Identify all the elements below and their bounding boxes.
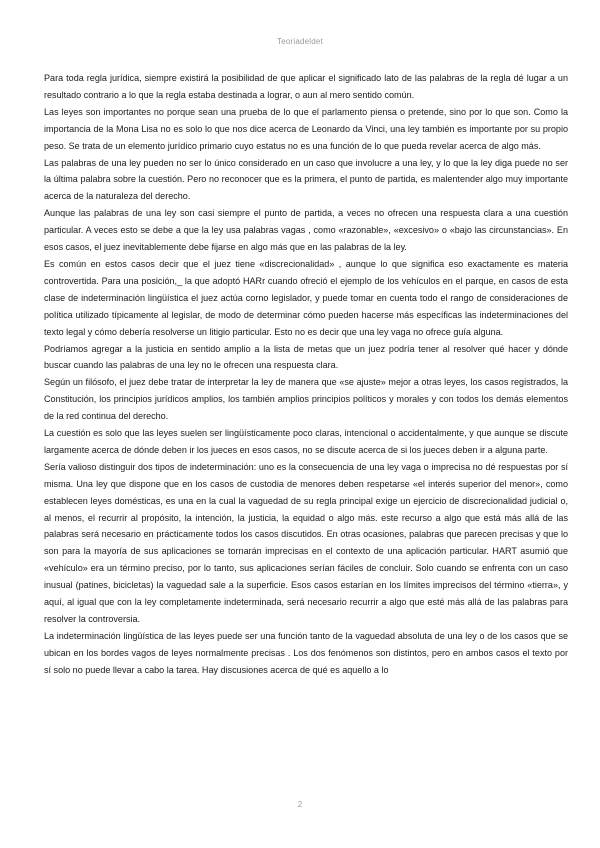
paragraph: La cuestión es solo que las leyes suelen ser lingüísticamente poco claras, intencional o accidentalmente, y que aunque se discute largamente acerca de dónde deben ir los jueces en esos casos, no se discute acerca de si los jueces deben ir a alguna parte. [44,428,568,455]
paragraph: Según un filósofo, el juez debe tratar de interpretar la ley de manera que «se ajuste» mejor a otras leyes, los casos registrados, la Constitución, los principios jurídicos amplios, los también amplios principios políticos y morales y con todos los demás elementos de la red continua del derecho. [44,377,568,422]
document-body [44,70,568,679]
paragraph: Para toda regla jurídica, siempre existirá la posibilidad de que aplicar el significado lato de las palabras de la regla dé lugar a un resultado contrario a lo que la regla estaba destinada a lograr, o aun al mero sentido común. [44,73,568,100]
paragraph: Las palabras de una ley pueden no ser lo único considerado en un caso que involucre a una ley, y lo que la ley diga puede no ser la última palabra sobre la cuestión. Pero no reconocer que es la primera, el punto de partida, es malentender algo muy importante acerca de la naturaleza del derecho. [44,157,568,202]
paragraph: Las leyes son importantes no porque sean una prueba de lo que el parlamento piensa o pretende, sino por lo que son. Como la importancia de la Mona Lisa no es solo lo que nos dice acerca de Leonardo da Vinci, una ley también es importante por su propio peso. Se trata de un elemento jurídico primario cuyo estatus no es una función de lo que pueda revelar acerca de algo más. [44,106,568,151]
page-number: 2 [297,800,303,809]
paragraph: Es común en estos casos decir que el juez tiene «discrecionalidad» , aunque lo que significa eso exactamente es materia controvertida. Para una posición,_ la que adoptó HARr cuando ofreció el ejemplo de los vehículos en el parque, en casos de esta clase de indeterminación lingüística el juez actúa corno legislador, y puede tomar en cuenta todo el rango de consideraciones de política utilizado típicamente al legislar, de modo de determinar cómo pueden hacerse más específicas las indeterminaciones del texto legal y cómo debería resolverse un litigio particular. Esto no es decir que una ley vaga no ofrece guía alguna. [44,258,568,337]
paragraph: Podríamos agregar a la justicia en sentido amplio a la lista de metas que un juez podría tener al resolver qué hacer y dónde buscar cuando las palabras de una ley no le ofrecen una respuesta clara. [44,343,568,371]
paragraph: Aunque las palabras de una ley son casi siempre el punto de partida, a veces no ofrecen una respuesta clara a una cuestión particular. A veces esto se debe a que la ley usa palabras vagas , como «razonable», «excesivo» o «bajo las circunstancias». En esos casos, el juez inevitablemente debe fijarse en algo más que en las palabras de la ley. [44,208,568,253]
paragraph: La indeterminación lingüística de las leyes puede ser una función tanto de la vaguedad absoluta de una ley o de los casos que se ubican en los bordes vagos de leyes normalmente precisas . Los dos fenómenos son distintos, pero en ambos casos el texto por sí solo no puede llevar a cabo la tarea. Hay discusiones acerca de qué es aquello a lo [44,630,568,675]
paragraph: Sería valioso distinguir dos tipos de indeterminación: uno es la consecuencia de una ley vaga o imprecisa no dé respuestas por sí misma. Una ley que dispone que en los casos de custodia de menores deben respetarse «el interés superior del menor», como establecen leyes domésticas, es una en la cual la vaguedad de su regla principal exige un ejercicio de discrecionalidad judicial o, al menos, el recurrir al propósito, la intención, la justicia, la equidad o algo más. este recurso a algo que está más allá de las palabras será necesario en prácticamente todos los casos discutidos. En otras ocasiones, palabras que parecen precisas y que lo son para la mayoría de sus aplicaciones se tornarán imprecisas en el contexto de una aplicación particular. HART asumió que «vehículo» era un término preciso, por lo tanto, sus aplicaciones serían fáciles de concluir. Solo cuando se enfrenta con un caso inusual (patines, bicicletas) la vaguedad sale a la superficie. Esos casos estarían en los límites imprecisos del término «tierra», y aquí, al igual que con la ley completamente indeterminada, será necesario recurrir a algo que esté más allá de las palabras para resolver la controversia. [44,461,568,624]
running-header: Teoriadeldet [277,37,323,46]
